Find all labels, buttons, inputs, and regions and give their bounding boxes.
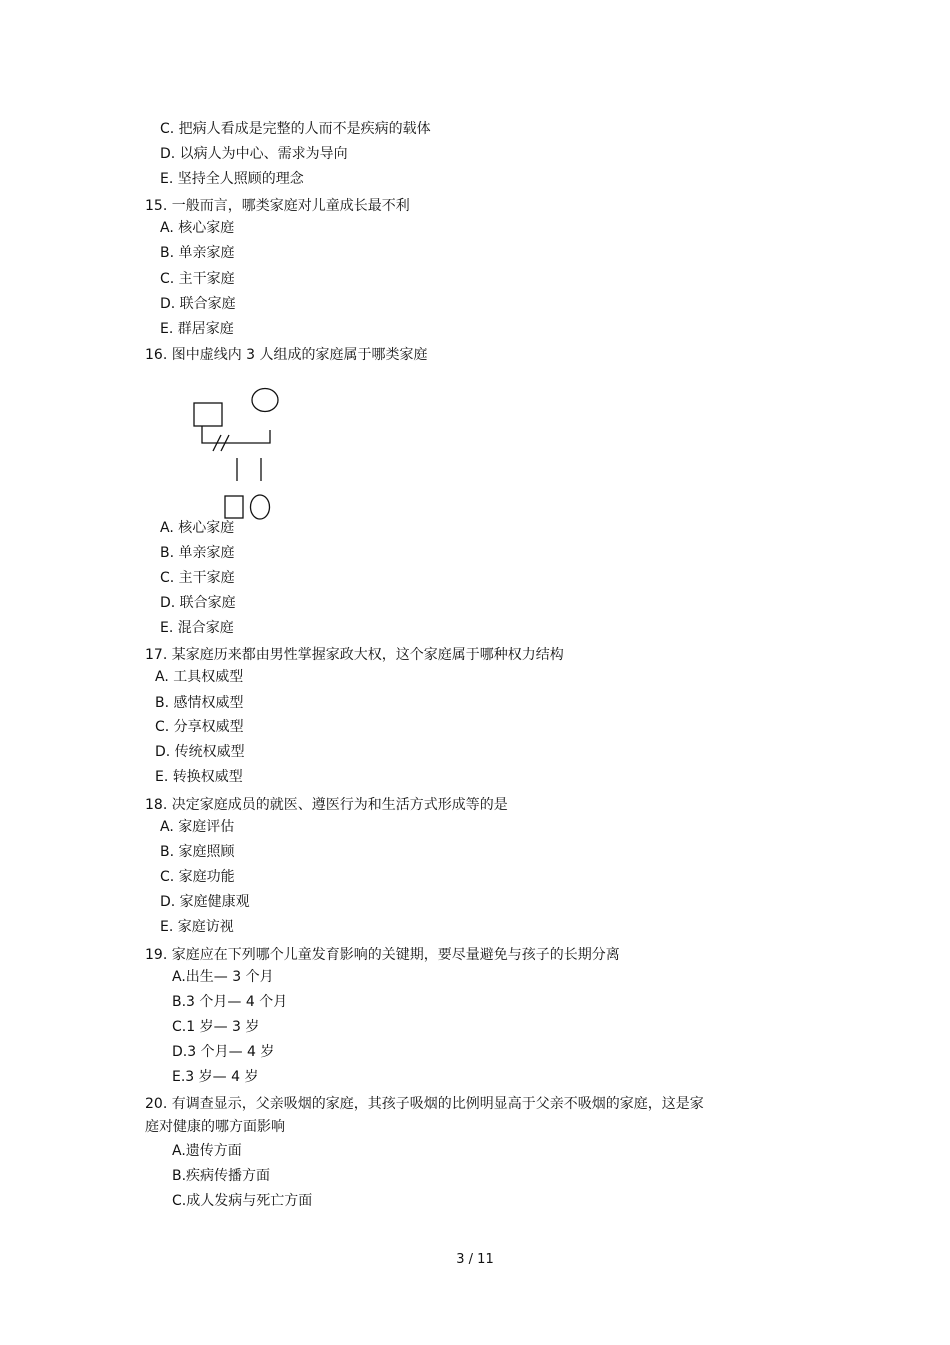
q16-option-c: C. 主干家庭 bbox=[160, 570, 235, 586]
q20-stem-line-2: 庭对健康的哪方面影响 bbox=[145, 1119, 285, 1135]
q17-stem: 17. 某家庭历来都由男性掌握家政大权，这个家庭属于哪种权力结构 bbox=[145, 647, 564, 663]
q14-option-c: C. 把病人看成是完整的人而不是疾病的载体 bbox=[160, 121, 431, 137]
q20-option-c: C.成人发病与死亡方面 bbox=[172, 1193, 313, 1209]
q15-option-c: C. 主干家庭 bbox=[160, 271, 235, 287]
q19-option-a: A.出生— 3 个月 bbox=[172, 969, 274, 985]
genogram-marriage-line bbox=[202, 426, 270, 443]
q14-option-e: E. 坚持全人照顾的理念 bbox=[160, 171, 304, 187]
q17-option-b: B. 感情权威型 bbox=[155, 695, 244, 711]
q15-stem: 15. 一般而言，哪类家庭对儿童成长最不利 bbox=[145, 198, 410, 214]
page-number: 3 / 11 bbox=[456, 1252, 494, 1267]
q16-option-d: D. 联合家庭 bbox=[160, 595, 236, 611]
q20-stem-line-1: 20. 有调查显示，父亲吸烟的家庭，其孩子吸烟的比例明显高于父亲不吸烟的家庭，这是家 bbox=[145, 1096, 704, 1112]
genogram-male-child bbox=[225, 496, 243, 518]
genogram-female-child bbox=[251, 495, 270, 519]
q18-option-b: B. 家庭照顾 bbox=[160, 844, 235, 860]
q19-option-c: C.1 岁— 3 岁 bbox=[172, 1019, 260, 1035]
q17-option-d: D. 传统权威型 bbox=[155, 744, 245, 760]
q20-option-a: A.遗传方面 bbox=[172, 1143, 242, 1159]
q17-option-e: E. 转换权威型 bbox=[155, 769, 243, 785]
q16-option-b: B. 单亲家庭 bbox=[160, 545, 235, 561]
q15-option-a: A. 核心家庭 bbox=[160, 220, 235, 236]
q19-option-d: D.3 个月— 4 岁 bbox=[172, 1044, 275, 1060]
q16-option-e: E. 混合家庭 bbox=[160, 620, 234, 636]
q15-option-d: D. 联合家庭 bbox=[160, 296, 236, 312]
q15-option-e: E. 群居家庭 bbox=[160, 321, 234, 337]
q20-option-b: B.疾病传播方面 bbox=[172, 1168, 271, 1184]
q18-option-d: D. 家庭健康观 bbox=[160, 894, 250, 910]
q14-option-d: D. 以病人为中心、需求为导向 bbox=[160, 146, 348, 162]
genogram-male-parent bbox=[194, 403, 222, 426]
q17-option-a: A. 工具权威型 bbox=[155, 669, 244, 685]
q19-option-e: E.3 岁— 4 岁 bbox=[172, 1069, 259, 1085]
q17-option-c: C. 分享权威型 bbox=[155, 719, 244, 735]
q18-option-e: E. 家庭访视 bbox=[160, 919, 234, 935]
q19-stem: 19. 家庭应在下列哪个儿童发育影响的关键期，要尽量避免与孩子的长期分离 bbox=[145, 947, 620, 963]
family-genogram-figure bbox=[180, 380, 290, 525]
q18-option-c: C. 家庭功能 bbox=[160, 869, 235, 885]
q19-option-b: B.3 个月— 4 个月 bbox=[172, 994, 288, 1010]
q18-stem: 18. 决定家庭成员的就医、遵医行为和生活方式形成等的是 bbox=[145, 797, 508, 813]
genogram-female-parent bbox=[252, 389, 278, 412]
q15-option-b: B. 单亲家庭 bbox=[160, 245, 235, 261]
q16-option-a: A. 核心家庭 bbox=[160, 520, 235, 536]
q16-stem: 16. 图中虚线内 3 人组成的家庭属于哪类家庭 bbox=[145, 347, 428, 363]
q18-option-a: A. 家庭评估 bbox=[160, 819, 235, 835]
